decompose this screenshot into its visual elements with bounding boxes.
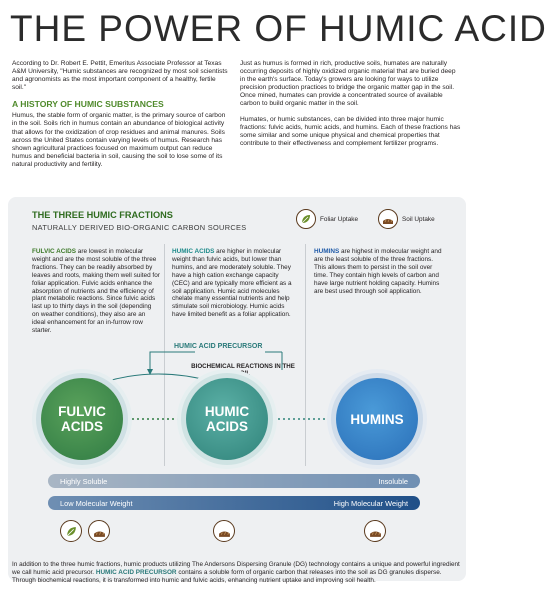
humic-description — [172, 248, 296, 319]
humin-bubble-label: HUMINS — [350, 411, 404, 427]
history-heading: A HISTORY OF HUMIC SUBSTANCES — [12, 99, 164, 110]
leaf-icon — [60, 520, 82, 542]
column-divider — [164, 244, 165, 466]
soil-icon — [378, 209, 398, 229]
humin-bubble — [336, 378, 418, 460]
legend-soil-label: Soil Uptake — [402, 215, 435, 223]
biochem-label: BIOCHEMICAL REACTIONS IN THE SOIL — [191, 363, 295, 378]
fractions-intro-paragraph: Humates, or humic substances, can be divided into three major humic fractions: fulvic acids, humic acids, and humins. Each of these fractions has some similar and some unique physical and chemical properties that contribute to their effectiveness and complement fertilizer programs. — [240, 115, 461, 147]
intro-quote-paragraph: According to Dr. Robert E. Pettit, Emeritus Associate Professor at Texas A&M University, "Humic substances are recognized by most soil scientists and agronomists as the most important component of a healthy, fertile soil." — [12, 60, 228, 92]
fulvic-bubble — [41, 378, 123, 460]
humin-keyword: HUMINS — [314, 248, 340, 255]
footer-text-post: contains a soluble form of organic carbon that releases into the soil as DG granules disperse. Through biochemical reactions, it is transformed into humic and fulvic acids, enhancing nutrient uptake and improving soil health. — [12, 568, 442, 584]
footer-keyword: HUMIC ACID PRECURSOR — [95, 568, 177, 576]
fulvic-description — [32, 248, 160, 335]
fractions-title: THE THREE HUMIC FRACTIONS — [32, 210, 173, 220]
page-title: THE POWER OF HUMIC ACID — [10, 8, 547, 49]
humic-bubble — [186, 378, 268, 460]
footer-text-pre: In addition to the three humic fractions, humic products utilizing The Andersons Dispersing Granule (DG) technology contains a unique and powerful ingredient we call humic acid precursor. — [12, 561, 460, 576]
solubility-band — [48, 474, 420, 488]
precursor-label: HUMIC ACID PRECURSOR — [174, 343, 263, 350]
fulvic-bubble-label: FULVIC ACIDS — [58, 404, 106, 434]
fractions-subtitle: NATURALLY DERIVED BIO-ORGANIC CARBON SOURCES — [32, 223, 247, 232]
solubility-left-label: Highly Soluble — [60, 476, 108, 486]
humin-text: are highest in molecular weight and are the least soluble of the three fractions. This allows them to persist in the soil over time. They contain high levels of carbon and have large nutrient holding capacity. Humins are best used through soil application. — [314, 248, 442, 295]
humic-keyword: HUMIC ACIDS — [172, 248, 215, 255]
molecular-weight-left-label: Low Molecular Weight — [60, 498, 133, 508]
humic-uptake-icons — [213, 520, 235, 542]
soil-icon — [213, 520, 235, 542]
intro-right-column — [240, 60, 462, 155]
legend-foliar-label: Foliar Uptake — [320, 215, 359, 223]
molecular-weight-right-label: High Molecular Weight — [333, 498, 408, 508]
leaf-icon — [296, 209, 316, 229]
humin-description — [314, 248, 442, 295]
soil-icon — [88, 520, 110, 542]
fulvic-text: are lowest in molecular weight and are the most soluble of the three fractions. They can be readily absorbed by leaves and roots, making them well suited for foliar application. Fulvic acids enhance the absorption of nutrients and the efficiency of plant metabolic reactions. Since fulvic acids last up to thirty days in the soil (depending on weather conditions), they also are an ideal enhancement for an in-furrow row starter. — [32, 248, 160, 335]
intro-left-column — [12, 60, 230, 176]
fulvic-uptake-icons — [60, 520, 110, 542]
humic-text: are higher in molecular weight than fulvic acids, but lower than humins, and are moderately soluble. They have a high cation exchange capacity (CEC) and are typically more efficient as a soil application. Humic acid molecules chelate many essential nutrients and help stimulate soil microbiology. Humic acids have limited benefit as a foliar application. — [172, 248, 292, 319]
legend-soil — [378, 208, 435, 230]
soil-icon — [364, 520, 386, 542]
column-divider — [305, 244, 306, 466]
history-paragraph: Humus, the stable form of organic matter, is the primary source of carbon in the soil. Soils rich in humus contain an abundance of biological activity that allows for the oxidization of crop residues and animal manures. Soils across the United States contain varying levels of humus. Research has shown agricultural practices focused on maximum output can reduce humus and beneficial bacteria in soil, causing the soil to lose some of its natural productivity and fertility. — [12, 112, 226, 168]
humic-bubble-label: HUMIC ACIDS — [204, 404, 250, 434]
legend-foliar — [296, 208, 358, 230]
fulvic-keyword: FULVIC ACIDS — [32, 248, 77, 255]
humin-uptake-icons — [364, 520, 386, 542]
humates-paragraph: Just as humus is formed in rich, productive soils, humates are naturally occurring deposits of highly oxidized organic material that are buried deep in the earth's surface. Today's growers are looking for ways to utilize precision production practices to bridge the organic matter gap in the soil. Once mined, humates can provide a concentrated source of available carbon to build organic matter in the soil. — [240, 60, 456, 108]
footer-paragraph — [12, 561, 462, 585]
solubility-right-label: Insoluble — [378, 476, 408, 486]
molecular-weight-band — [48, 496, 420, 510]
